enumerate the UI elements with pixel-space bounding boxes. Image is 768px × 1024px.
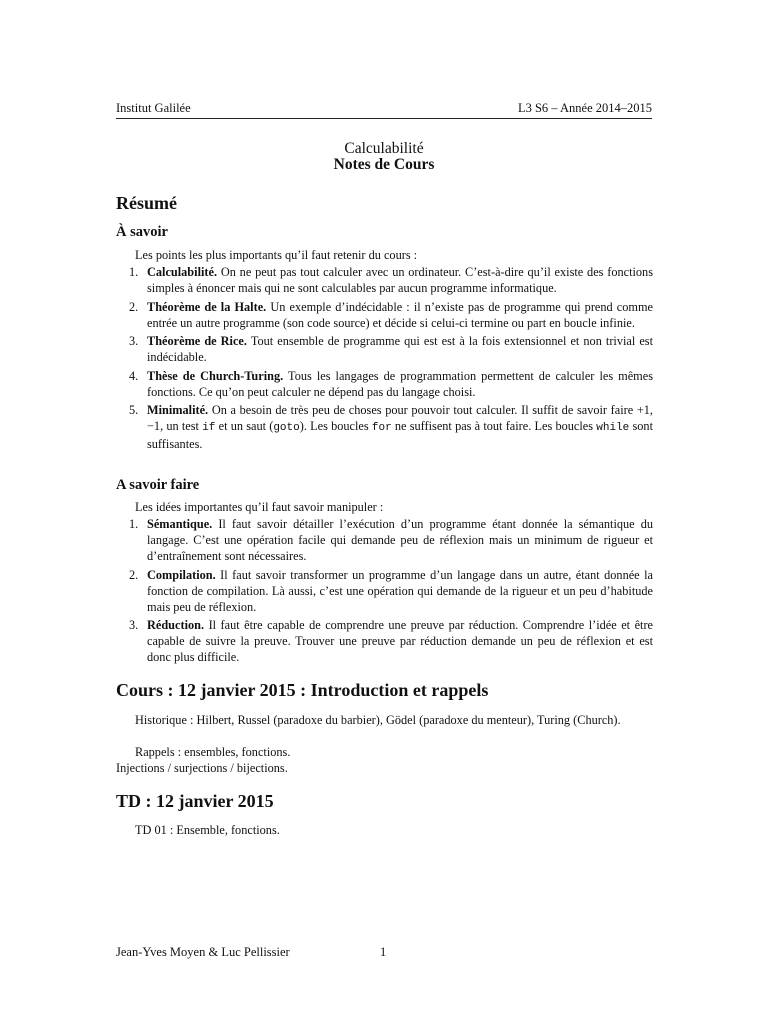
item-term: Calculabilité. [147, 265, 218, 279]
item-term: Théorème de la Halte. [147, 299, 267, 314]
code-while: while [596, 422, 630, 435]
item-term: Réduction. [147, 618, 205, 633]
item-term: Minimalité. [147, 403, 209, 418]
savoir-faire-intro: Les idées importantes qu’il faut savoir manipuler : [135, 500, 384, 514]
code-if: if [202, 422, 216, 435]
item-text: Tout ensemble de programme qui est est à la fois extensionnel et non trivial est indécidable. [147, 334, 653, 365]
list-item: 1. Calculabilité. On ne peut pas tout calculer avec un ordinateur. C’est-à-dire qu’il existe des fonctions simples à énoncer mais qui ne sont calculables par aucun programme informatique. [129, 265, 653, 295]
item-text: Il faut être capable de comprendre une preuve par réduction. Comprendre l’idée et être capable de suivre la preuve. Trouver une preuve par réduction demande un peu de réflexion et est donc plus difficile. [147, 618, 653, 665]
cours-historique: Historique : Hilbert, Russel (paradoxe du barbier), Gödel (paradoxe du menteur), Turing (Church). [135, 713, 621, 727]
code-goto: goto [273, 422, 300, 435]
document-title: Notes de Cours [333, 156, 435, 173]
cours-rappels: Rappels : ensembles, fonctions. [135, 745, 291, 759]
item-text: Un exemple d’indécidable : il n’existe pas de programme qui prend comme entrée un autre programme (son code source) et décide si celui-ci termine ou part en boucle infinie. [147, 299, 653, 330]
list-item: 4. Thèse de Church-Turing. Tous les langages de programmation permettent de calculer les mêmes fonctions. Ce qu’on peut calculer ne dépend pas du langage choisi. [129, 368, 653, 399]
item-text: On ne peut pas tout calculer avec un ordinateur. C’est-à-dire qu’il existe des fonctions simples à énoncer mais qui ne sont calculables par aucun programme informatique. [147, 265, 653, 295]
code-for: for [371, 422, 392, 435]
cours-injections: Injections / surjections / bijections. [116, 761, 288, 775]
a-savoir-list [116, 264, 653, 455]
section-heading-resume: Résumé [116, 193, 177, 213]
item-text: Il faut savoir transformer un programme d’un langage dans un autre, étant donnée la fonction de compilation. Là aussi, c’est une opération qui demande de la rigueur et un peu d’habitude mais peu de réflexion. [147, 567, 653, 614]
item-text: Il faut savoir détailler l’exécution d’un programme étant donnée la sémantique du langage. C’est une opération facile qui demande peu de réflexion mais un minimum de rigueur et d’entraînement sont nécessaires. [147, 517, 653, 563]
savoir-faire-list [116, 516, 653, 668]
td-text: TD 01 : Ensemble, fonctions. [135, 823, 280, 837]
list-item: 3. Théorème de Rice. Tout ensemble de programme qui est est à la fois extensionnel et non trivial est indécidable. [129, 334, 653, 365]
list-item: 2. Compilation. Il faut savoir transformer un programme d’un langage dans un autre, étant donnée la fonction de compilation. Là aussi, c’est une opération qui demande de la rigueur et un peu d’habitude mais peu de réflexion. [129, 567, 653, 614]
page-number: 1 [380, 945, 387, 959]
item-text: Tous les langages de programmation permettent de calculer les mêmes fonctions. Ce qu’on peut calculer ne dépend pas du langage choisi. [147, 368, 653, 399]
subsection-heading-a-savoir: À savoir [116, 224, 168, 240]
item-term: Théorème de Rice. [147, 334, 247, 349]
document-subject: Calculabilité [344, 140, 424, 157]
list-item: 1. Sémantique. Il faut savoir détailler l’exécution d’un programme étant donnée la sémantique du langage. C’est une opération facile qui demande peu de réflexion mais un minimum de rigueur et d’entraînement sont nécessaires. [129, 517, 653, 563]
subsection-heading-savoir-faire: A savoir faire [116, 477, 200, 493]
section-heading-cours: Cours : 12 janvier 2015 : Introduction et rappels [116, 680, 489, 700]
header-year: L3 S6 – Année 2014–2015 [517, 101, 652, 115]
item-term: Sémantique. [147, 517, 213, 531]
item-term: Compilation. [147, 567, 216, 582]
section-heading-td: TD : 12 janvier 2015 [116, 791, 274, 811]
item-term: Thèse de Church-Turing. [147, 368, 284, 383]
list-item: 5. Minimalité. On a besoin de très peu de choses pour pouvoir tout calculer. Il suffit de savoir faire +1, −1, un test if et un saut (goto). Les boucles for ne suffisent pas à tout faire. Les boucles while sont suffisantes. [129, 403, 654, 452]
a-savoir-intro: Les points les plus importants qu’il faut retenir du cours : [135, 248, 418, 262]
list-item: 2. Théorème de la Halte. Un exemple d’indécidable : il n’existe pas de programme qui prend comme entrée un autre programme (son code source) et décide si celui-ci termine ou part en boucle infinie. [129, 299, 653, 330]
list-item: 3. Réduction. Il faut être capable de comprendre une preuve par réduction. Comprendre l’idée et être capable de suivre la preuve. Trouver une preuve par réduction demande un peu de réflexion et est donc plus difficile. [129, 618, 653, 665]
running-header [116, 101, 652, 119]
header-institution: Institut Galilée [116, 101, 191, 115]
footer-authors: Jean-Yves Moyen & Luc Pellissier [116, 945, 290, 959]
